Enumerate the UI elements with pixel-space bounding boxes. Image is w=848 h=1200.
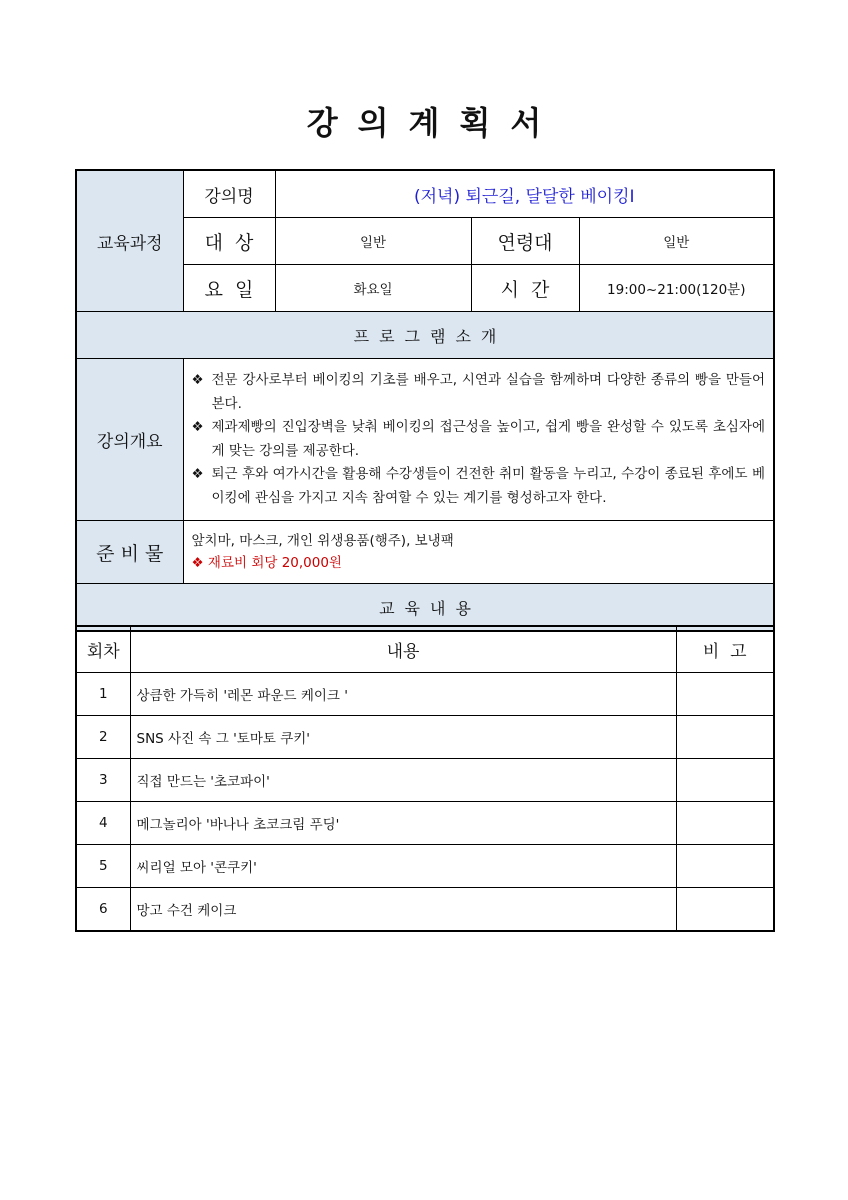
curriculum-table <box>75 625 775 932</box>
session-number: 4 <box>76 802 130 845</box>
fee-line <box>192 552 766 574</box>
bullet-mark-icon: ❖ <box>191 372 204 388</box>
overview-bullet-text: 전문 강사로부터 베이킹의 기초를 배우고, 시연과 실습을 함께하며 다양한 종류의 빵을 만들어본다. <box>211 372 765 412</box>
session-content: 메그놀리아 '바나나 초코크림 푸딩' <box>130 802 676 845</box>
overview-bullet <box>192 416 766 463</box>
table-row <box>76 845 774 888</box>
program-section-title: 프로그램소개 <box>76 312 774 359</box>
course-label: 교육과정 <box>76 170 183 312</box>
fee-mark-icon: ❖ <box>191 555 204 571</box>
document-title: 강의계획서 <box>306 104 562 142</box>
course-name-label: 강의명 <box>183 170 275 218</box>
supplies-label: 준 비 물 <box>76 521 183 584</box>
table-row <box>76 716 774 759</box>
session-content: 상큼한 가득히 '레몬 파운드 케이크 ' <box>130 673 676 716</box>
overview-content <box>183 359 774 521</box>
overview-label: 강의개요 <box>76 359 183 521</box>
session-content: SNS 사진 속 그 '토마토 쿠키' <box>130 716 676 759</box>
target-value: 일반 <box>275 218 471 265</box>
day-value: 화요일 <box>275 265 471 312</box>
supplies-content <box>183 521 774 584</box>
time-value: 19:00~21:00(120분) <box>579 265 774 312</box>
age-label: 연령대 <box>471 218 579 265</box>
time-label: 시 간 <box>471 265 579 312</box>
target-label: 대 상 <box>183 218 275 265</box>
session-number: 1 <box>76 673 130 716</box>
session-note <box>676 802 774 845</box>
table-row <box>76 759 774 802</box>
course-name-value: (저녁) 퇴근길, 달달한 베이킹Ⅰ <box>275 170 774 218</box>
overview-bullet-text: 퇴근 후와 여가시간을 활용해 수강생들이 건전한 취미 활동을 누리고, 수강이 종료된 후에도 베이킹에 관심을 가지고 지속 참여할 수 있는 계기를 형성하고자 한다. <box>211 466 765 506</box>
session-note <box>676 716 774 759</box>
session-note <box>676 845 774 888</box>
table-row <box>76 888 774 932</box>
session-number: 3 <box>76 759 130 802</box>
day-label: 요 일 <box>183 265 275 312</box>
session-note <box>676 759 774 802</box>
session-number: 2 <box>76 716 130 759</box>
session-content: 직접 만드는 '초코파이' <box>130 759 676 802</box>
bullet-mark-icon: ❖ <box>191 419 204 435</box>
session-content: 씨리얼 모아 '콘쿠키' <box>130 845 676 888</box>
age-value: 일반 <box>579 218 774 265</box>
overview-bullet-text: 제과제빵의 진입장벽을 낮춰 베이킹의 접근성을 높이고, 쉽게 빵을 완성할 수 있도록 초심자에게 맞는 강의를 제공한다. <box>211 419 765 459</box>
content-header: 내용 <box>130 626 676 673</box>
session-note <box>676 673 774 716</box>
supplies-text: 앞치마, 마스크, 개인 위생용품(행주), 보냉팩 <box>191 533 454 549</box>
curriculum-section-title: 교육내용 <box>76 584 774 632</box>
table-row <box>76 673 774 716</box>
overview-bullet <box>192 463 766 510</box>
bullet-mark-icon: ❖ <box>191 466 204 482</box>
session-content: 망고 수건 케이크 <box>130 888 676 932</box>
overview-bullet <box>192 369 766 416</box>
table-row <box>76 802 774 845</box>
course-info-table <box>75 169 775 632</box>
note-header: 비 고 <box>676 626 774 673</box>
session-header: 회차 <box>76 626 130 673</box>
session-number: 6 <box>76 888 130 932</box>
session-number: 5 <box>76 845 130 888</box>
fee-text: 재료비 회당 20,000원 <box>207 555 342 571</box>
session-note <box>676 888 774 932</box>
